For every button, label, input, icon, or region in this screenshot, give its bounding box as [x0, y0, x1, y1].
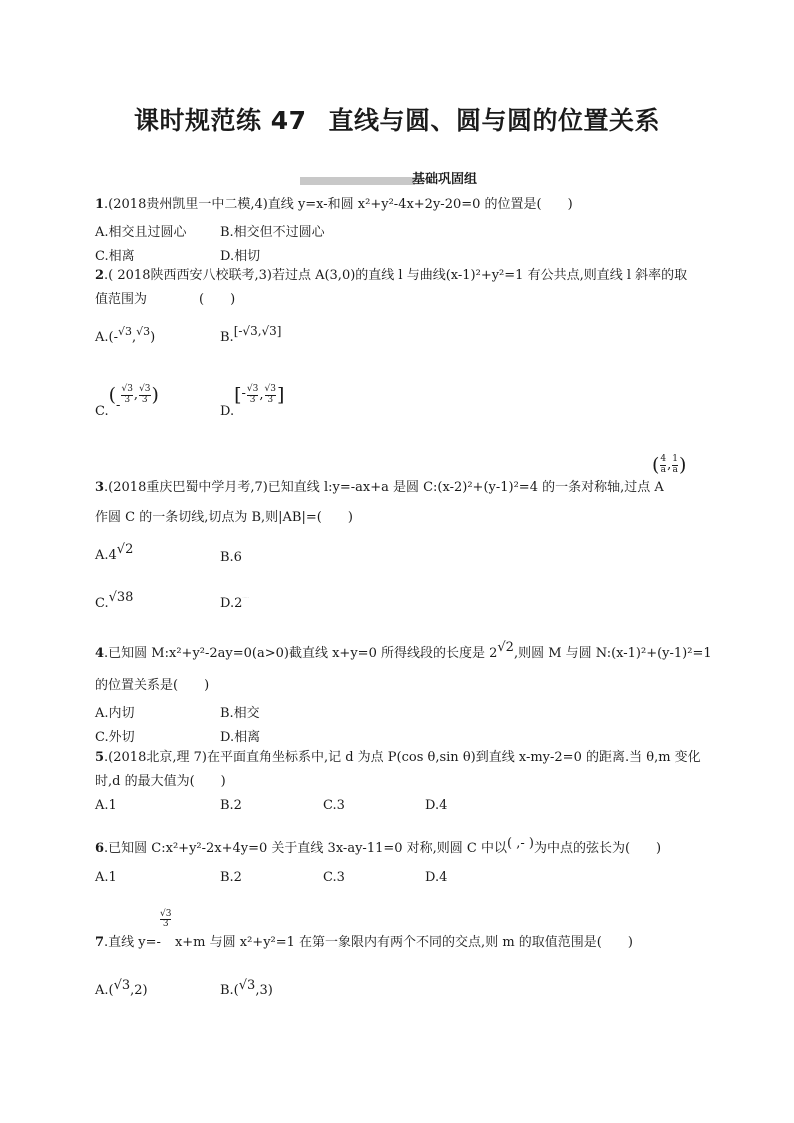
q4-option-b: B.相交 — [220, 706, 260, 721]
q4-option-c: C.外切 — [95, 730, 135, 745]
title-part1: 课时规范练 47 — [133, 106, 307, 135]
q3-point-a: ($\frac{4}{a}$ $,\frac{1}{a}$ ) — [652, 454, 687, 476]
q6-option-a: A.1 — [95, 870, 117, 885]
q6-option-c: C.3 — [323, 870, 345, 885]
q4-option-a: A.内切 — [95, 706, 135, 721]
question-text: .(2018贵州凯里一中二模,4)直线 y=x-和圆 x²+y²-4x+2y-20=0 的位置是( ) — [104, 197, 573, 212]
question-4-line2: 的位置关系是( ) — [95, 678, 210, 693]
q1-option-c: C.相离 — [95, 249, 135, 264]
question-2 — [95, 268, 687, 284]
question-number: 4 — [95, 646, 105, 661]
question-number: 6 — [95, 841, 105, 856]
question-3-line2: 作圆 C 的一条切线,切点为 B,则|AB|=( ) — [95, 510, 353, 525]
q6-option-d: D.4 — [425, 870, 448, 885]
question-1 — [95, 197, 573, 213]
question-text-line1: .(2018重庆巴蜀中学月考,7)已知直线 l:y=-ax+a 是圆 C:(x-2)²+(y-1)²=4 的一条对称轴,过点 A — [104, 480, 664, 495]
q2-option-b: B.[-√3,√3] — [220, 324, 282, 345]
title-part2: 直线与圆、圆与圆的位置关系 — [328, 106, 660, 135]
q3-option-a: A.4√2 — [95, 542, 134, 563]
question-5: 5.(2018北京,理 7)在平面直角坐标系中,记 d 为点 P(cos θ,sin θ)到直线 x-my-2=0 的距离.当 θ,m 变化 — [95, 750, 701, 765]
question-text-line1: .( 2018陕西西安八校联考,3)若过点 A(3,0)的直线 l 与曲线(x-1)²+y²=1 有公共点,则直线 l 斜率的取 — [104, 268, 688, 283]
q4-option-d: D.相离 — [220, 730, 261, 745]
q2-option-a: A.(-$^{√3}$,$^{√3}$) — [95, 325, 156, 345]
section-label: 基础巩固组 — [412, 172, 478, 187]
q7-option-b: B.(√3,3) — [220, 978, 273, 998]
q7-option-a: A.(√3,2) — [95, 978, 148, 998]
question-number: 5 — [95, 750, 105, 765]
q1-option-d: D.相切 — [220, 249, 261, 264]
q2-option-c: $C.(-\frac{√3}{3}$ $,\frac{√3}{3}$ ) — [95, 384, 159, 419]
q1-option-b: B.相交但不过圆心 — [220, 225, 325, 240]
question-5-line2: 时,d 的最大值为( ) — [95, 774, 226, 789]
question-number: 3 — [95, 480, 105, 495]
q7-fraction: $\frac{√3}{3}$ — [160, 909, 172, 930]
q5-option-d: D.4 — [425, 798, 448, 813]
q5-option-c: C.3 — [323, 798, 345, 813]
q3-option-b: B.6 — [220, 550, 242, 565]
q3-option-c: C.√38 — [95, 590, 134, 611]
q1-option-a: A.相交且过圆心 — [95, 225, 187, 240]
q5-option-a: A.1 — [95, 798, 117, 813]
question-2-line2: 值范围为 ( ) — [95, 292, 236, 307]
question-7: 7.直线 y=- x+m 与圆 x²+y²=1 在第一象限内有两个不同的交点,则 m 的取值范围是( ) — [95, 935, 633, 950]
question-6: 6.已知圆 C:x²+y²-2x+4y=0 关于直线 3x-ay-11=0 对称,则圆 C 中以( ,- )为中点的弦长为( ) — [95, 836, 662, 856]
q3-option-d: D.2····· — [220, 595, 249, 611]
section-bar — [300, 177, 415, 185]
q5-option-b: B.2 — [220, 798, 242, 813]
question-3 — [95, 480, 664, 496]
q2-option-d: $D.[-\frac{√3}{3}$ $,\frac{√3}{3}$ ] — [220, 384, 285, 419]
question-number: 2 — [95, 268, 105, 283]
q6-option-b: B.2 — [220, 870, 242, 885]
question-number: 1 — [95, 197, 105, 212]
question-4: 4.已知圆 M:x²+y²-2ay=0(a>0)截直线 x+y=0 所得线段的长度是 2√2,则圆 M 与圆 N:(x-1)²+(y-1)²=1 — [95, 640, 712, 661]
page-title — [0, 106, 794, 136]
question-number: 7 — [95, 935, 105, 950]
